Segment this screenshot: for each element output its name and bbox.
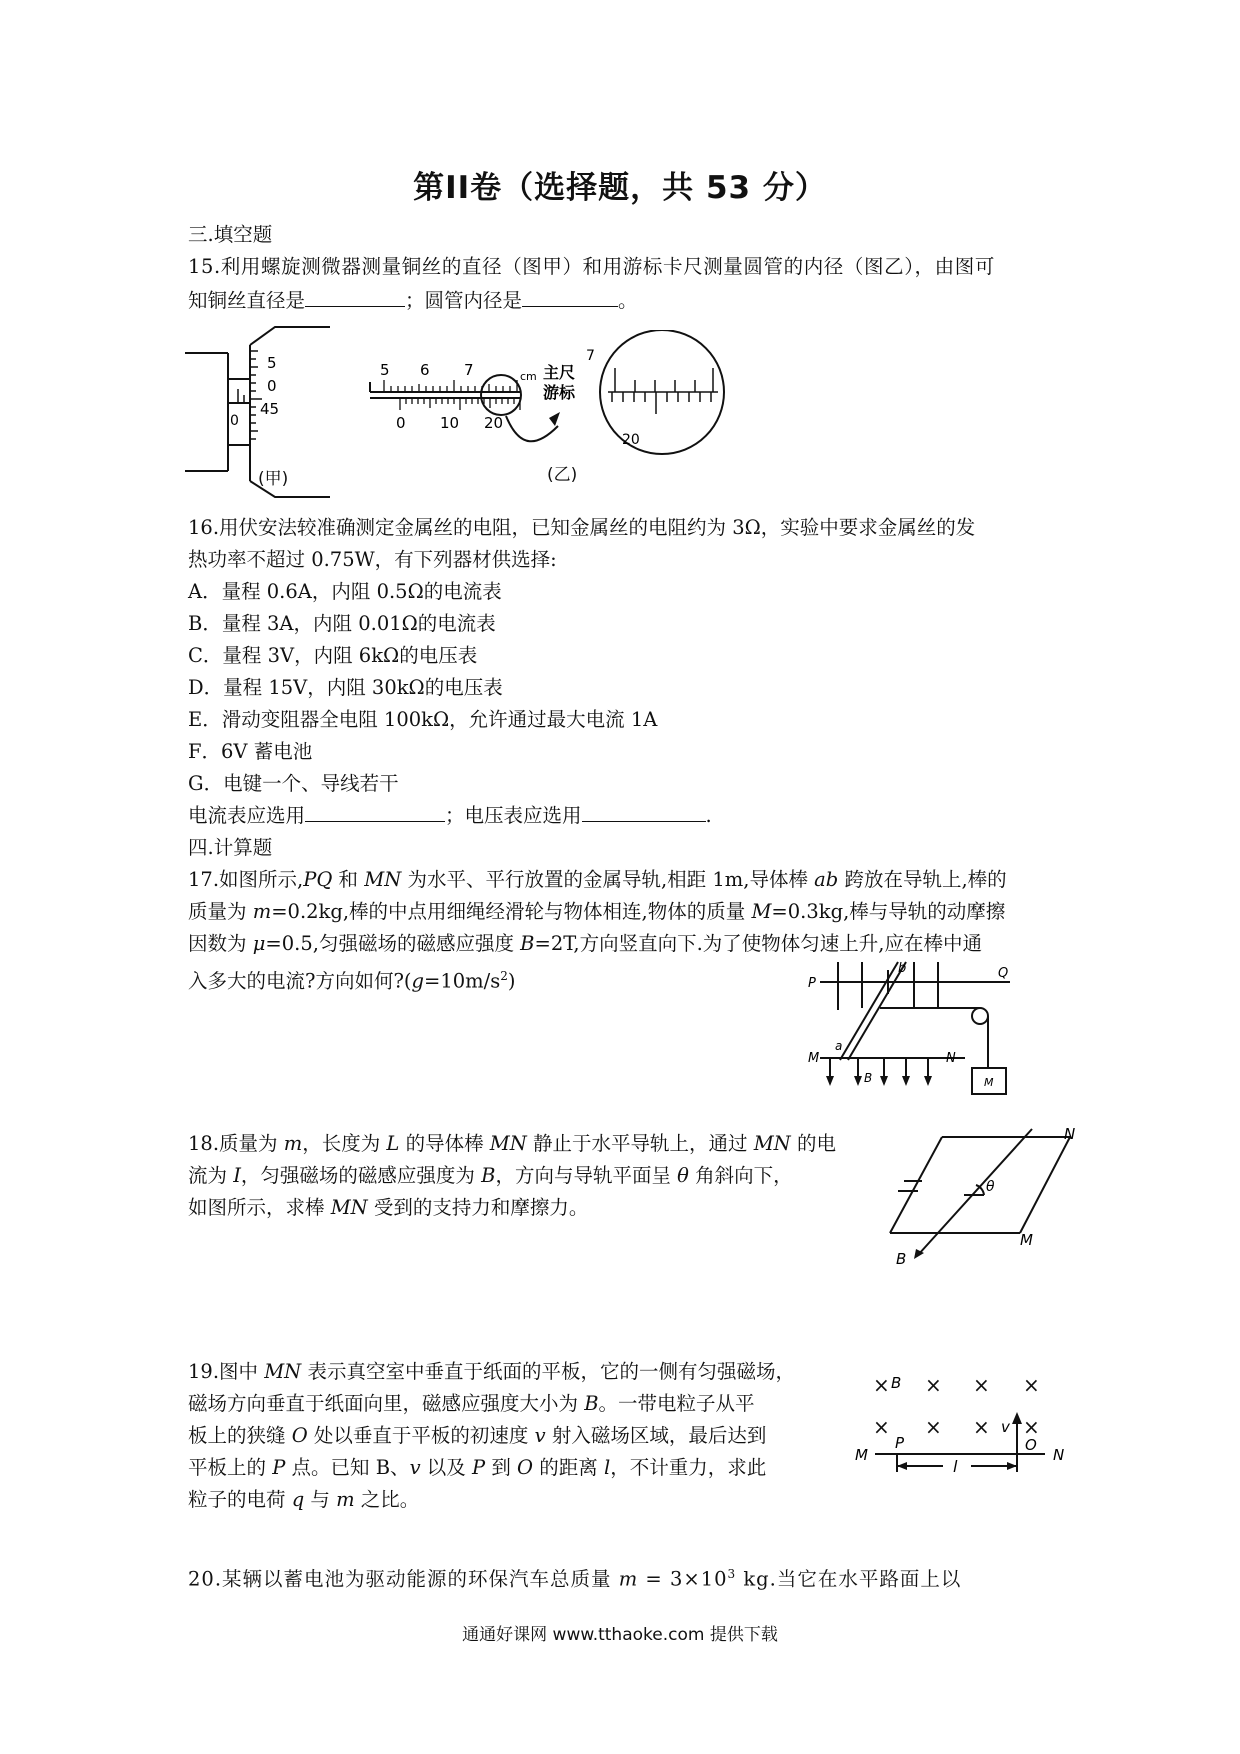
q17-line3: 因数为 μ=0.5,匀强磁场的磁感应强度 B=2T,方向竖直向下.为了使物体匀速上升,应在棒中通: [188, 932, 982, 955]
q16-option-b: B．量程 3A，内阻 0.01Ω的电流表: [188, 612, 496, 635]
cross-mark: ×: [925, 1415, 942, 1439]
q18-line2: 流为 I，匀强磁场的磁感应强度为 B，方向与导轨平面呈 θ 角斜向下，: [188, 1164, 793, 1187]
q19-line2: 磁场方向垂直于纸面向里，磁感应强度大小为 B。一带电粒子从平: [188, 1392, 755, 1415]
q16-option-e: E．滑动变阻器全电阻 100kΩ，允许通过最大电流 1A: [188, 708, 658, 731]
cross-mark: ×: [873, 1373, 890, 1397]
answer-blank-voltmeter[interactable]: [582, 801, 706, 822]
mass-box-label: M: [984, 1076, 994, 1089]
cross-mark: ×: [1023, 1373, 1040, 1397]
answer-blank-wire-diameter[interactable]: [305, 286, 405, 307]
figure-jia-caption: (甲): [258, 469, 289, 489]
label-B: B: [864, 1071, 873, 1085]
main-scale-5: 5: [380, 361, 390, 379]
q18-line1: 18.质量为 m，长度为 L 的导体棒 MN 静止于水平导轨上，通过 MN 的电: [188, 1132, 836, 1155]
q16-answer-line: 电流表应选用 ；电压表应选用 .: [188, 800, 975, 832]
cross-mark: ×: [873, 1415, 890, 1439]
vernier-label: 游标: [543, 383, 576, 402]
q19-line1: 19.图中 MN 表示真空室中垂直于纸面的平板，它的一侧有匀强磁场，: [188, 1360, 795, 1383]
label-l: l: [953, 1457, 958, 1476]
dimension-arrow-icon: [1007, 1462, 1017, 1470]
q19-block: [188, 1356, 795, 1516]
q16-line1: 16.用伏安法较准确测定金属丝的电阻，已知金属丝的电阻约为 3Ω，实验中要求金属丝的发: [188, 516, 976, 539]
zoom-label-7: 7: [586, 348, 595, 364]
cross-mark: ×: [1023, 1415, 1040, 1439]
label-M: M: [808, 1051, 820, 1066]
main-scale-label: 主尺: [543, 363, 576, 382]
cross-mark: ×: [925, 1373, 942, 1397]
q16-option-g: G．电键一个、导线若干: [188, 772, 399, 795]
page-title: 第II卷（选择题，共 53 分）: [413, 170, 827, 206]
label-a: a: [835, 1039, 843, 1053]
q18-incline-figure: [880, 1125, 1080, 1265]
q17-line4: 入多大的电流?方向如何$?(g=10m/s^2)$: [188, 969, 516, 993]
micrometer-label-0: 0: [267, 377, 277, 395]
label-b: b: [898, 961, 907, 976]
q20-block: [188, 1558, 961, 1596]
label-O: O: [1025, 1436, 1037, 1454]
answer-blank-ammeter[interactable]: [305, 801, 445, 822]
label-P: P: [808, 976, 816, 991]
q16-option-d: D．量程 15V，内阻 30kΩ的电压表: [188, 676, 503, 699]
label-Q: Q: [998, 966, 1009, 981]
label-N: N: [1064, 1125, 1076, 1143]
q19-line4: 平板上的 P 点。已知 B、v 以及 P 到 O 的距离 l，不计重力，求此: [188, 1456, 767, 1479]
q19-line3: 板上的狭缝 O 处以垂直于平板的初速度 v 射入磁场区域，最后达到: [188, 1424, 767, 1447]
main-scale-7: 7: [464, 361, 474, 379]
micrometer-zero-label: 0: [230, 413, 239, 429]
q17-rail-figure: [790, 960, 1020, 1110]
figure-yi-caption: (乙): [547, 465, 578, 485]
answer-blank-tube-diameter[interactable]: [522, 286, 618, 307]
q20-line1: 20.某辆以蓄电池为驱动能源的环保汽车总质量 $m = 3\times 10^3$ kg.当它在水平路面上以: [188, 1567, 962, 1591]
vernier-scale-10: 10: [440, 414, 460, 432]
section-3-heading: 三.填空题: [188, 223, 273, 246]
arrow-icon: [549, 412, 560, 426]
dimension-arrow-icon: [897, 1462, 907, 1470]
vernier-scale-0: 0: [396, 414, 406, 432]
q15-line2: 知铜丝直径是 ；圆管内径是 。: [188, 286, 638, 314]
q19-field-figure: [845, 1368, 1075, 1488]
main-scale-6: 6: [420, 361, 430, 379]
q18-block: [188, 1128, 836, 1224]
unit-cm: cm: [520, 370, 537, 383]
zoom-label-20: 20: [622, 432, 640, 448]
page-footer: 通通好课网 www.tthaoke.com 提供下载: [462, 1625, 778, 1645]
label-v: v: [1001, 1418, 1010, 1436]
label-M: M: [1020, 1231, 1033, 1249]
q16-option-a: A．量程 0.6A，内阻 0.5Ω的电流表: [188, 580, 502, 603]
section-4-heading: 四.计算题: [188, 836, 273, 859]
micrometer-label-5: 5: [267, 354, 277, 372]
q15-line1: 15.利用螺旋测微器测量铜丝的直径（图甲）和用游标卡尺测量圆管的内径（图乙），由图可: [188, 255, 995, 278]
cross-mark: ×: [973, 1373, 990, 1397]
label-theta: θ: [986, 1179, 995, 1195]
label-M: M: [855, 1446, 868, 1464]
q17-line2: 质量为 m=0.2kg,棒的中点用细绳经滑轮与物体相连,物体的质量 M=0.3kg,棒与导轨的动摩擦: [188, 900, 1006, 923]
q16-option-c: C．量程 3V，内阻 6kΩ的电压表: [188, 644, 478, 667]
label-B: B: [896, 1250, 907, 1265]
velocity-arrow-icon: [1012, 1412, 1022, 1424]
q16-block: [188, 512, 975, 864]
label-N: N: [946, 1051, 956, 1066]
q17-line1: 17.如图所示,PQ 和 MN 为水平、平行放置的金属导轨,相距 1m,导体棒 ab 跨放在导轨上,棒的: [188, 868, 1007, 891]
label-B: B: [891, 1374, 902, 1392]
q16-line2: 热功率不超过 0.75W，有下列器材供选择:: [188, 548, 557, 571]
cross-mark: ×: [973, 1415, 990, 1439]
label-P: P: [895, 1434, 905, 1452]
vernier-scale-20: 20: [484, 414, 504, 432]
q19-line5: 粒子的电荷 q 与 m 之比。: [188, 1488, 420, 1511]
micrometer-label-45: 45: [260, 400, 280, 418]
label-N: N: [1053, 1446, 1065, 1464]
q18-line3: 如图所示，求棒 MN 受到的支持力和摩擦力。: [188, 1196, 589, 1219]
q16-option-f: F．6V 蓄电池: [188, 740, 313, 763]
